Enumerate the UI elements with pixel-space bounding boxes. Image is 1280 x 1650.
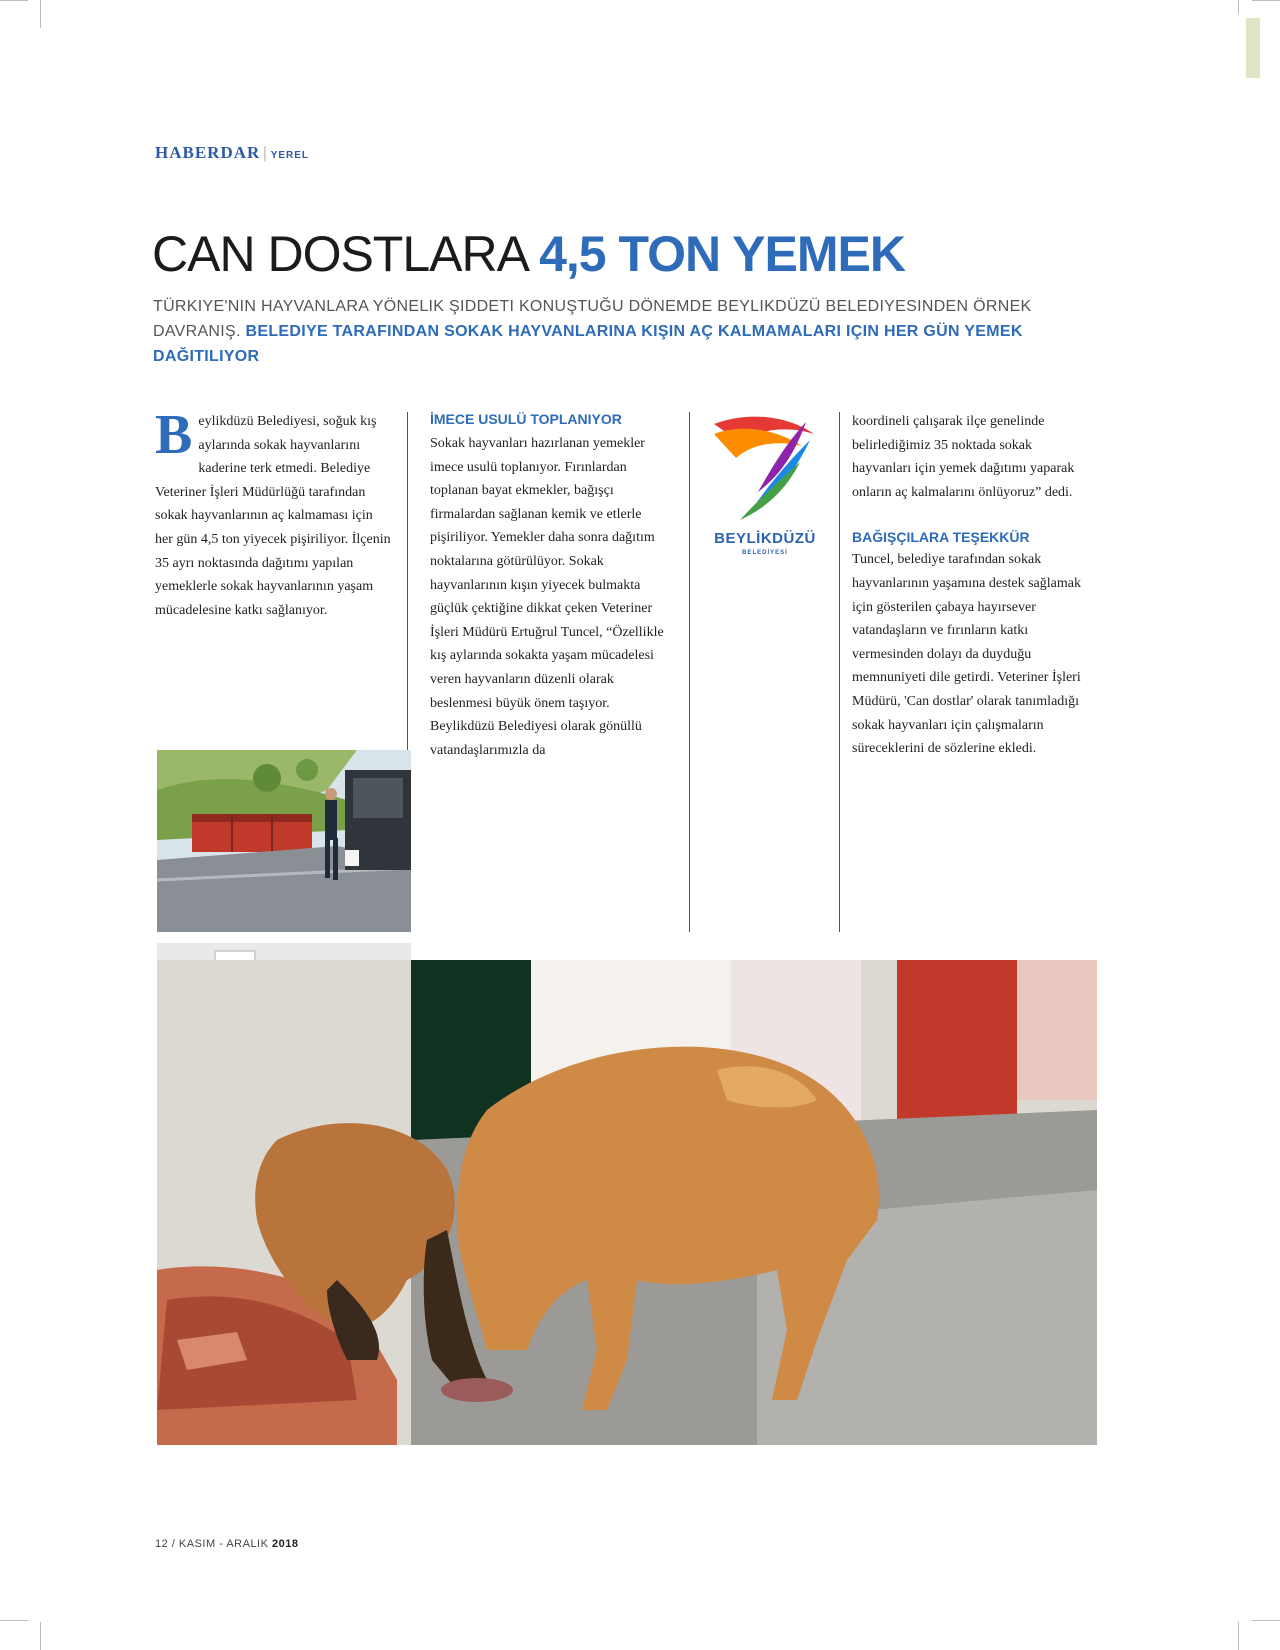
section-sub: YEREL — [270, 150, 310, 161]
page-edge-tab — [1246, 18, 1260, 78]
crop-mark — [0, 1620, 28, 1621]
dogs-eating-photo — [157, 960, 1097, 1445]
section-separator: | — [263, 143, 268, 162]
crop-mark — [1238, 0, 1239, 14]
crop-mark — [1252, 0, 1280, 1]
crop-mark — [0, 0, 28, 1]
body-column-2 — [430, 410, 670, 762]
logo-wordmark: BEYLİKDÜZÜ — [714, 530, 816, 547]
road-delivery-photo — [157, 750, 411, 932]
page-folio — [155, 1538, 299, 1550]
deck — [153, 294, 1053, 369]
page-number: 12 — [155, 1538, 169, 1550]
subhead-imece: İMECE USULÜ TOPLANIYOR — [430, 411, 622, 427]
folio-separator: / — [168, 1538, 179, 1550]
deck-part2: BELEDIYE TARAFINDAN SOKAK HAYVANLARINA KIŞIN AÇ KALMAMALARI IÇIN HER GÜN YEMEK DAĞITILIYOR — [153, 323, 1023, 365]
dropcap: B — [155, 404, 193, 466]
col3-text2: Tuncel, belediye tarafından sokak hayvanlarının yaşamına destek sağlamak için gösterilen çabaya hayırsever vatandaşların ve fırınların katkı vermesinden dolayı da duyduğu memnuniyeti dile getirdi. Veteriner İşleri Müdürü, 'Can dostlar' olarak tanımladığı sokak hayvanları için çalışmaların süreceklerini de sözlerine ekledi. — [852, 552, 1081, 757]
body-column-1 — [155, 404, 393, 622]
beylikduzu-logo — [700, 412, 830, 562]
folio-year: 2018 — [272, 1538, 299, 1550]
crop-mark — [1238, 1622, 1239, 1650]
subhead-tesekkur: BAĞIŞÇILARA TEŞEKKÜR — [852, 529, 1030, 546]
logo-subtext: BELEDİYESİ — [742, 550, 788, 556]
crop-mark — [1252, 1620, 1280, 1621]
body-column-3 — [852, 410, 1094, 761]
crop-mark — [40, 1622, 41, 1650]
col2-text: Sokak hayvanları hazırlanan yemekler imece usulü toplanıyor. Fırınlardan toplanan bayat ekmekler, bağışçı firmalardan sağlanan kemik ve etlerle pişiriliyor. Yemekler daha sonra dağıtım noktalarına götürülüyor. Sokak hayvanlarının kışın yiyecek bulmakta güçlük çektiğine dikkat çeken Veteriner İşleri Müdürü Ertuğrul Tuncel, “Özellikle kış aylarında sokakta yaşam mücadelesi veren hayvanların düzenli olarak beslenmesi büyük önem taşıyor. Beylikdüzü Belediyesi olarak gönüllü vatandaşlarımızla da — [430, 436, 664, 758]
col3-text: koordineli çalışarak ilçe genelinde belirlediğimiz 35 noktada sokak hayvanları için yemek dağıtımı yaparak onların aç kalmalarını önlüyoruz” dedi. — [852, 414, 1075, 500]
swallow-logo-icon — [710, 412, 820, 524]
section-label — [155, 143, 309, 163]
crop-mark — [40, 0, 41, 28]
headline-part1: CAN DOSTLARA — [152, 226, 540, 282]
column-rule — [689, 412, 690, 932]
road-delivery-photo-icon — [157, 750, 411, 932]
column-rule — [839, 412, 840, 932]
col1-text: eylikdüzü Belediyesi, soğuk kış aylarında sokak hayvanlarını kaderine terk etmedi. Belediye Veteriner İşleri Müdürlüğü tarafından sokak hayvanlarının aç kalmaması için her gün 4,5 ton yiyecek pişiriliyor. İlçenin 35 ayrı noktasında dağıtımı yapılan yemeklerle sokak hayvanlarının yaşam mücadelesine katkı sağlanıyor. — [155, 414, 391, 618]
headline-part2: 4,5 TON YEMEK — [539, 226, 905, 282]
headline — [152, 225, 1152, 283]
folio-period: KASIM - ARALIK — [178, 1538, 273, 1550]
deck-part1: TÜRKIYE'NIN HAYVANLARA YÖNELIK ŞIDDETI KONUŞTUĞU DÖNEMDE BEYLIKDÜZÜ BELEDIYESINDEN ÖRNEK DAVRANIŞ. — [153, 298, 1032, 340]
section-name: HABERDAR — [155, 143, 261, 162]
dogs-eating-photo-icon — [157, 960, 1097, 1445]
